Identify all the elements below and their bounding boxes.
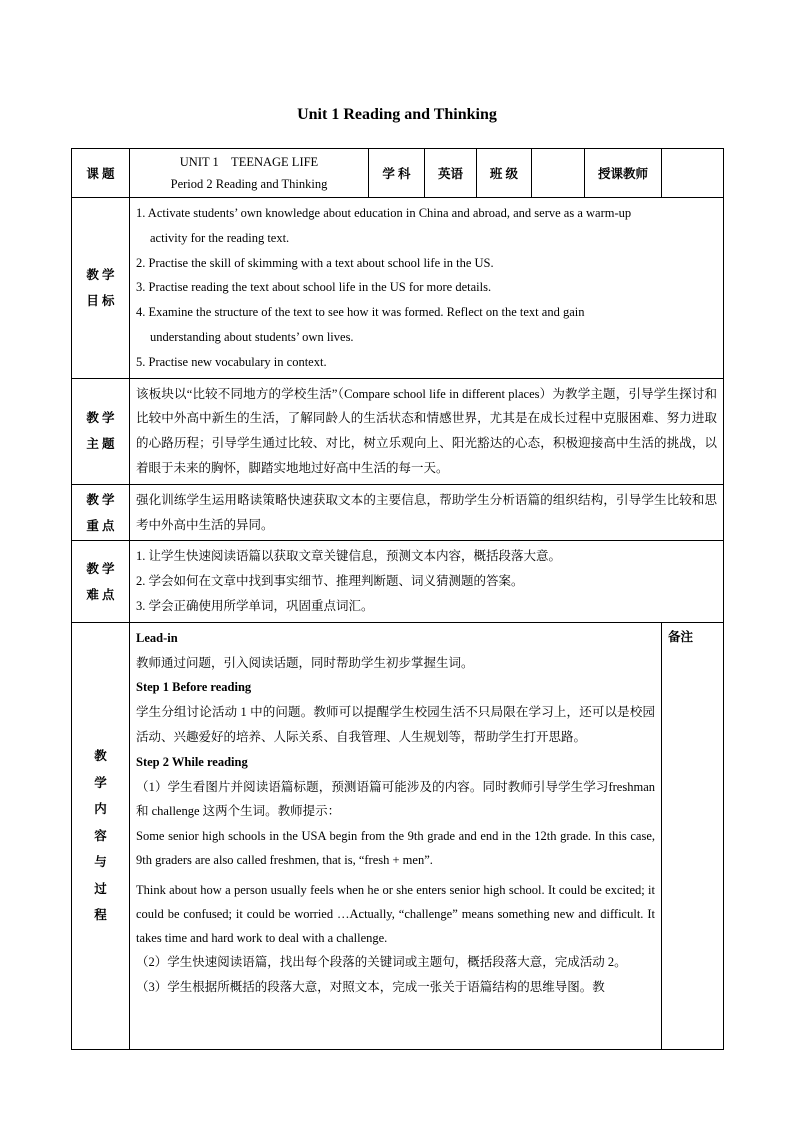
difficulty-item: 1. 让学生快速阅读语篇以获取文章关键信息，预测文本内容，概括段落大意。 bbox=[136, 549, 562, 564]
process-label bbox=[72, 622, 130, 1049]
focus-text: 强化训练学生运用略读策略快速获取文本的主要信息，帮助学生分析语篇的组织结构，引导学生比较和思考中外高中生活的异同。 bbox=[136, 492, 717, 532]
objective-item: 2. Practise the skill of skimming with a text about school life in the US. bbox=[136, 255, 494, 270]
step2-title: Step 2 While reading bbox=[136, 754, 248, 769]
focus-label-line-2: 重 点 bbox=[86, 518, 115, 533]
objectives-row bbox=[72, 198, 724, 379]
objectives-content bbox=[130, 198, 724, 379]
objective-item: 1. Activate students’ own knowledge about education in China and abroad, and serve as a warm-up bbox=[136, 206, 632, 220]
focus-label bbox=[72, 484, 130, 541]
difficulty-row bbox=[72, 541, 724, 622]
leadin-text: 教师通过问题，引入阅读话题，同时帮助学生初步掌握生词。 bbox=[136, 655, 474, 670]
objective-item: activity for the reading text. bbox=[150, 230, 290, 245]
page-title: Unit 1 Reading and Thinking bbox=[297, 106, 497, 123]
process-label-char: 程 bbox=[94, 908, 107, 922]
step1-title: Step 1 Before reading bbox=[136, 680, 252, 695]
theme-text: 该板块以“比较不同地方的学校生活”（Compare school life in different places）为教学主题，引导学生探讨和比较中外高中新生的生活，了解同龄人的生活状态和情感世界，尤其是在成长过程中克服困难、努力进取的心路历程；引导学生通过比较、对比，树立乐观向上、阳光豁达的心态，积极迎接高中生活的挑战，以着眼于未来的胸怀，脚踏实地地过好高中生活的每一天。 bbox=[136, 386, 717, 475]
step1-text: 学生分组讨论活动 1 中的问题。教师可以提醒学生校园生活不只局限在学习上，还可以是校园活动、兴趣爱好的培养、人际关系、自我管理、人生规划等，帮助学生打开思路。 bbox=[136, 705, 655, 744]
objectives-label-line-1: 教 学 bbox=[86, 267, 115, 282]
step2-item-1: （1）学生看图片并阅读语篇标题，预测语篇可能涉及的内容。同时教师引导学生学习freshman 和 challenge 这两个生词。教师提示： bbox=[136, 779, 655, 819]
objectives-label-line-2: 目 标 bbox=[86, 293, 115, 308]
theme-label-line-1: 教 学 bbox=[86, 411, 115, 426]
lesson-plan-table bbox=[71, 148, 724, 1050]
focus-label-line-1: 教 学 bbox=[86, 492, 115, 507]
class-label: 班 级 bbox=[477, 149, 532, 198]
process-row bbox=[72, 622, 724, 1049]
subject-label: 学 科 bbox=[369, 149, 425, 198]
topic-value bbox=[130, 149, 369, 198]
step2-english-1: Some senior high schools in the USA begin from the 9th grade and end in the 12th grade. In this case, 9th graders are also called freshmen, that is, “fresh + men”. bbox=[136, 829, 655, 868]
focus-row bbox=[72, 484, 724, 541]
theme-content bbox=[130, 378, 724, 484]
process-content bbox=[130, 622, 662, 1049]
process-label-char: 与 bbox=[94, 855, 107, 869]
note-column bbox=[662, 622, 724, 1049]
note-label: 备注 bbox=[668, 629, 694, 644]
process-label-char: 过 bbox=[94, 881, 107, 896]
process-label-char: 容 bbox=[94, 828, 107, 843]
difficulty-content bbox=[130, 541, 724, 622]
leadin-title: Lead-in bbox=[136, 630, 178, 645]
subject-value: 英语 bbox=[425, 149, 477, 198]
step2-item-3: （3）学生根据所概括的段落大意，对照文本，完成一张关于语篇结构的思维导图。教 bbox=[136, 979, 605, 994]
teacher-label: 授课教师 bbox=[585, 149, 662, 198]
topic-line-2: Period 2 Reading and Thinking bbox=[170, 177, 328, 191]
process-label-char: 内 bbox=[94, 802, 107, 816]
theme-label-line-2: 主 题 bbox=[86, 437, 115, 452]
topic-label: 课 题 bbox=[72, 149, 130, 198]
topic-line-1: UNIT 1 TEENAGE LIFE bbox=[179, 155, 319, 169]
objectives-label bbox=[72, 198, 130, 379]
header-row bbox=[72, 149, 724, 198]
theme-row bbox=[72, 378, 724, 484]
class-value[interactable] bbox=[532, 149, 585, 198]
objective-item: understanding about students’ own lives. bbox=[150, 329, 354, 344]
step2-english-2: Think about how a person usually feels when he or she enters senior high school. It could be excited; it could be confused; it could be worried …Actually, “challenge” means something new and difficult. It takes time and hard work to deal with a challenge. bbox=[136, 883, 655, 946]
objective-item: 4. Examine the structure of the text to see how it was formed. Reflect on the text and gain bbox=[136, 305, 585, 320]
objective-item: 3. Practise reading the text about school life in the US for more details. bbox=[136, 280, 492, 295]
difficulty-label-line-2: 难 点 bbox=[86, 587, 115, 602]
objective-item: 5. Practise new vocabulary in context. bbox=[136, 354, 327, 369]
process-label-char: 教 bbox=[94, 749, 107, 763]
difficulty-item: 3. 学会正确使用所学单词，巩固重点词汇。 bbox=[136, 598, 374, 613]
theme-label bbox=[72, 378, 130, 484]
focus-content bbox=[130, 484, 724, 541]
difficulty-label bbox=[72, 541, 130, 622]
difficulty-item: 2. 学会如何在文章中找到事实细节、推理判断题、词义猜测题的答案。 bbox=[136, 574, 524, 589]
process-label-char: 学 bbox=[94, 775, 107, 790]
step2-item-2: （2）学生快速阅读语篇，找出每个段落的关键词或主题句，概括段落大意，完成活动 2。 bbox=[136, 955, 627, 970]
difficulty-label-line-1: 教 学 bbox=[86, 561, 115, 576]
teacher-value[interactable] bbox=[662, 149, 724, 198]
